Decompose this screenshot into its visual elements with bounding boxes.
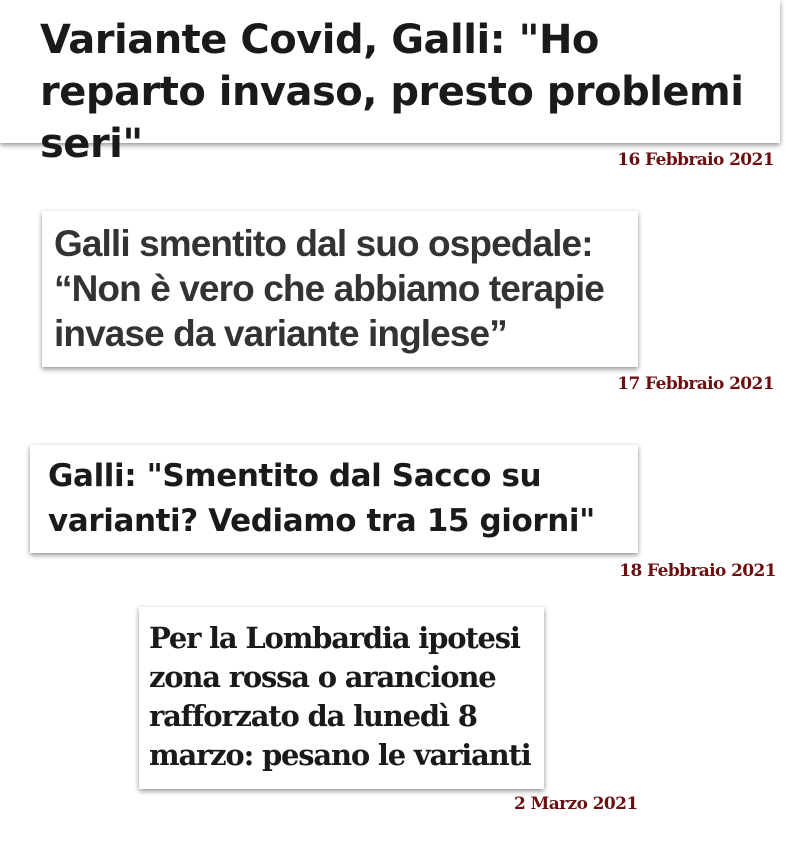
headline-card-4 xyxy=(139,607,544,789)
headline-1-date: 16 Febbraio 2021 xyxy=(617,150,774,170)
headline-4-date: 2 Marzo 2021 xyxy=(514,794,638,814)
headline-3: Galli: "Smentito dal Sacco su varianti? Vediamo tra 15 giorni" xyxy=(48,458,595,539)
headline-1: Variante Covid, Galli: "Ho reparto invaso, presto problemi seri" xyxy=(40,17,744,167)
headline-4: Per la Lombardia ipotesi zona rossa o arancione rafforzato da lunedì 8 marzo: pesano le varianti xyxy=(149,621,531,772)
headline-2: Galli smentito dal suo ospedale: “Non è vero che abbiamo terapie invase da variante inglese” xyxy=(54,223,604,354)
headline-2-date: 17 Febbraio 2021 xyxy=(617,374,774,394)
headline-card-3 xyxy=(30,445,638,553)
headline-3-date: 18 Febbraio 2021 xyxy=(619,561,776,581)
headline-card-2 xyxy=(42,211,638,367)
